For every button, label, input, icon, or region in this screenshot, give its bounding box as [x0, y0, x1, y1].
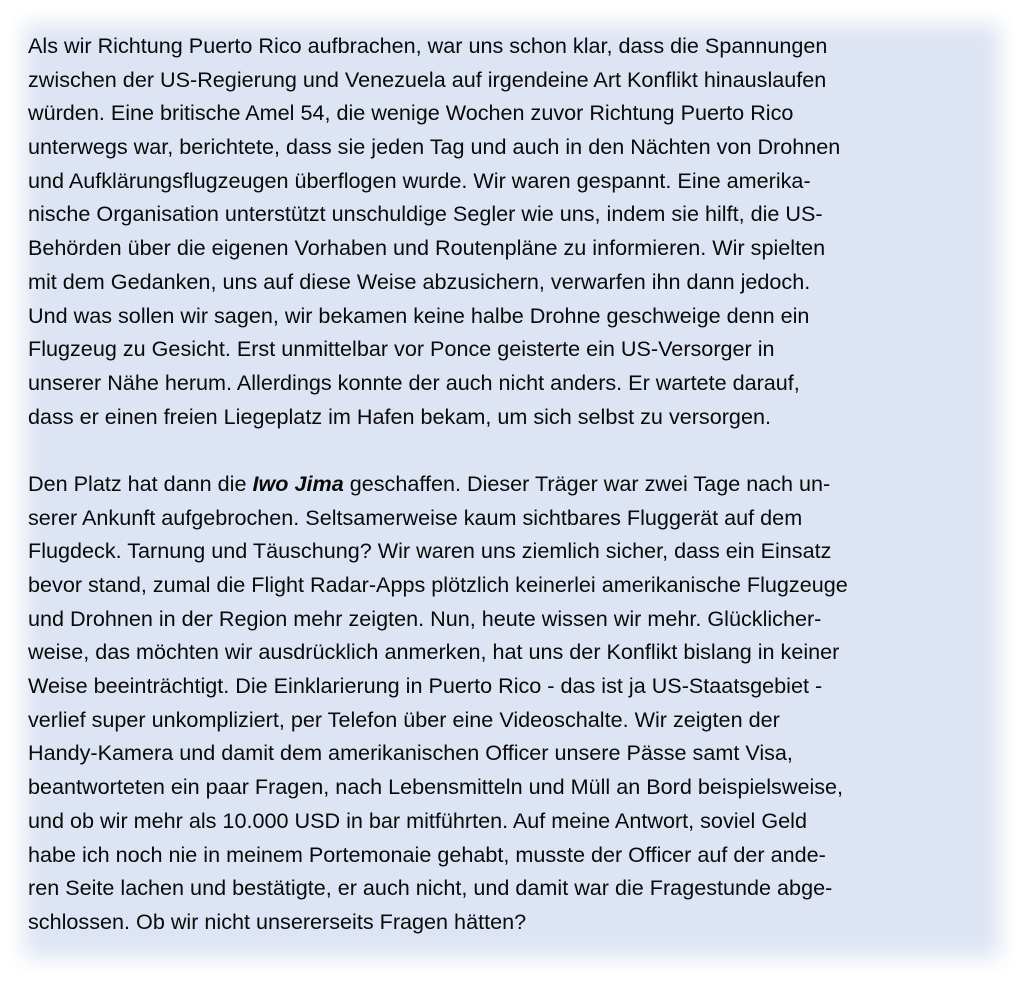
- text-line: Flugdeck. Tarnung und Täuschung? Wir waren uns ziemlich sicher, dass ein Einsatz: [28, 538, 832, 564]
- text-line: serer Ankunft aufgebrochen. Seltsamerweise kaum sichtbares Fluggerät auf dem: [28, 504, 803, 530]
- text-line: mit dem Gedanken, uns auf diese Weise abzusichern, verwarfen ihn dann jedoch.: [28, 268, 811, 294]
- text-line: und Aufklärungsflugzeugen überflogen wurde. Wir waren gespannt. Eine amerika-: [28, 167, 811, 193]
- text-line: Behörden über die eigenen Vorhaben und Routenpläne zu informieren. Wir spielten: [28, 235, 826, 261]
- text-line: Handy-Kamera und damit dem amerikanischen Officer unsere Pässe samt Visa,: [28, 740, 793, 766]
- text-line: und Drohnen in der Region mehr zeigten. Nun, heute wissen wir mehr. Glücklicher-: [28, 605, 822, 631]
- text-line: zwischen der US-Regierung und Venezuela auf irgendeine Art Konflikt hinauslaufen: [28, 66, 827, 92]
- text-line: unterwegs war, berichtete, dass sie jeden Tag und auch in den Nächten von Drohnen: [28, 134, 841, 160]
- text-line-with-ship-name: [28, 467, 1003, 501]
- text-line: habe ich noch nie in meinem Portemonaie gehabt, musste der Officer auf der ande-: [28, 841, 826, 867]
- text-line: Und was sollen wir sagen, wir bekamen keine halbe Drohne geschweige denn ein: [28, 302, 810, 328]
- text-line: und ob wir mehr als 10.000 USD in bar mitführten. Auf meine Antwort, soviel Geld: [28, 807, 807, 833]
- text-line: unserer Nähe herum. Allerdings konnte der auch nicht anders. Er wartete darauf,: [28, 369, 800, 395]
- ship-name: Iwo Jima: [252, 470, 344, 496]
- article-body: [28, 29, 1003, 939]
- text-line: weise, das möchten wir ausdrücklich anmerken, hat uns der Konflikt bislang in keiner: [28, 639, 840, 665]
- paragraph-2: [28, 467, 1003, 939]
- text-line: ren Seite lachen und bestätigte, er auch nicht, und damit war die Fragestunde abge-: [28, 875, 833, 901]
- text-line: würden. Eine britische Amel 54, die wenige Wochen zuvor Richtung Puerto Rico: [28, 100, 794, 126]
- text-segment: geschaffen. Dieser Träger war zwei Tage nach un-: [343, 470, 831, 496]
- text-segment: Den Platz hat dann die: [28, 470, 253, 496]
- text-line: schlossen. Ob wir nicht unsererseits Fragen hätten?: [28, 908, 527, 934]
- text-line: Weise beeinträchtigt. Die Einklarierung in Puerto Rico - das ist ja US-Staatsgebiet -: [28, 673, 823, 699]
- text-line: verlief super unkompliziert, per Telefon über eine Videoschalte. Wir zeigten der: [28, 706, 780, 732]
- text-line: dass er einen freien Liegeplatz im Hafen bekam, um sich selbst zu versorgen.: [28, 403, 771, 429]
- text-line: beantworteten ein paar Fragen, nach Lebensmitteln und Müll an Bord beispielsweise,: [28, 774, 844, 800]
- paragraph-gap: [28, 433, 1003, 467]
- text-line: bevor stand, zumal die Flight Radar-Apps plötzlich keinerlei amerikanische Flugzeuge: [28, 572, 848, 597]
- text-line: nische Organisation unterstützt unschuldige Segler wie uns, indem sie hilft, die US-: [28, 201, 823, 227]
- text-line: Flugzeug zu Gesicht. Erst unmittelbar vor Ponce geisterte ein US-Versorger in: [28, 336, 775, 362]
- text-line: Als wir Richtung Puerto Rico aufbrachen, war uns schon klar, dass die Spannungen: [28, 33, 828, 58]
- paragraph-1: [28, 29, 1003, 433]
